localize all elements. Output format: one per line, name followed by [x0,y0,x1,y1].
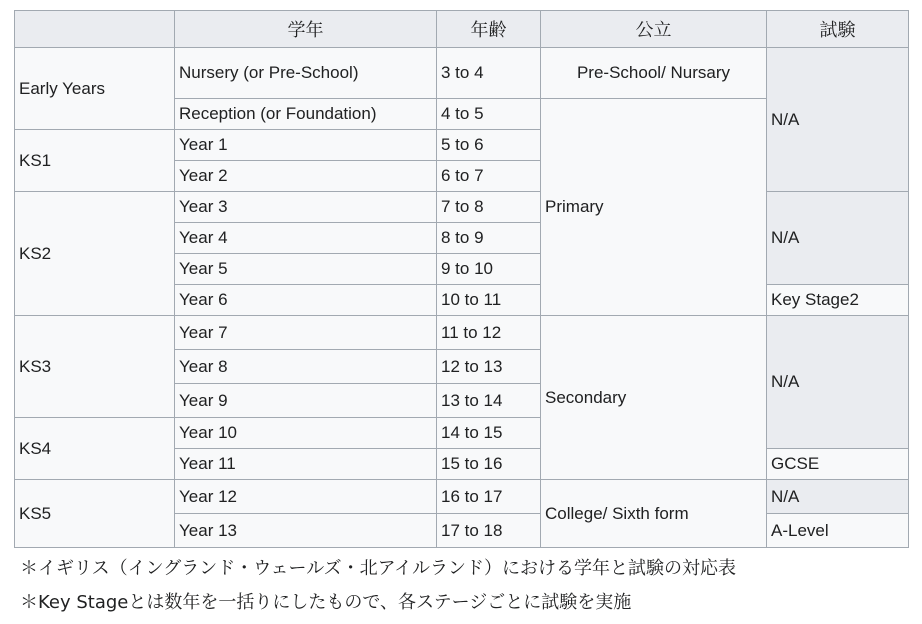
footnote-1: ＊イギリス（イングランド・ウェールズ・北アイルランド）における学年と試験の対応表 [20,558,737,579]
age-cell: 3 to 4 [437,48,541,99]
year-cell: Reception (or Foundation) [175,99,437,130]
year-cell: Year 12 [175,480,437,514]
stage-cell: KS3 [15,316,175,418]
footnote-2: ＊Key Stageとは数年を一括りにしたもので、各ステージごとに試験を実施 [20,592,632,613]
stage-cell: KS4 [15,418,175,480]
age-cell: 6 to 7 [437,161,541,192]
age-cell: 5 to 6 [437,130,541,161]
year-cell: Year 3 [175,192,437,223]
header-school-year: 学年 [175,11,437,48]
exam-cell: N/A [767,48,909,192]
age-cell: 12 to 13 [437,350,541,384]
age-cell: 16 to 17 [437,480,541,514]
header-stage [15,11,175,48]
year-cell: Year 5 [175,254,437,285]
header-exam: 試験 [767,11,909,48]
age-cell: 17 to 18 [437,514,541,548]
table-header-row [15,11,909,48]
public-school-cell: Secondary [541,316,767,480]
exam-cell: A-Level [767,514,909,548]
age-cell: 11 to 12 [437,316,541,350]
age-cell: 14 to 15 [437,418,541,449]
age-cell: 10 to 11 [437,285,541,316]
header-public-school: 公立 [541,11,767,48]
table-row [15,192,909,223]
age-cell: 9 to 10 [437,254,541,285]
year-cell: Year 6 [175,285,437,316]
year-cell: Year 10 [175,418,437,449]
school-year-table [14,10,909,548]
table-row [15,316,909,350]
exam-cell: N/A [767,316,909,449]
stage-cell: KS1 [15,130,175,192]
public-school-cell: Pre-School/ Nursary [541,48,767,99]
exam-cell: Key Stage2 [767,285,909,316]
age-cell: 4 to 5 [437,99,541,130]
year-cell: Year 7 [175,316,437,350]
exam-cell: GCSE [767,449,909,480]
year-cell: Year 4 [175,223,437,254]
stage-cell: KS5 [15,480,175,548]
year-cell: Year 8 [175,350,437,384]
stage-cell: KS2 [15,192,175,316]
age-cell: 7 to 8 [437,192,541,223]
header-age: 年齢 [437,11,541,48]
exam-cell: N/A [767,192,909,285]
age-cell: 15 to 16 [437,449,541,480]
table-row [15,48,909,99]
year-cell: Year 9 [175,384,437,418]
public-school-cell: College/ Sixth form [541,480,767,548]
year-cell: Year 11 [175,449,437,480]
year-cell: Year 1 [175,130,437,161]
exam-cell: N/A [767,480,909,514]
footnotes [20,552,736,620]
age-cell: 13 to 14 [437,384,541,418]
age-cell: 8 to 9 [437,223,541,254]
stage-cell: Early Years [15,48,175,130]
year-cell: Year 13 [175,514,437,548]
public-school-cell: Primary [541,99,767,316]
year-cell: Year 2 [175,161,437,192]
table-row [15,480,909,514]
year-cell: Nursery (or Pre-School) [175,48,437,99]
